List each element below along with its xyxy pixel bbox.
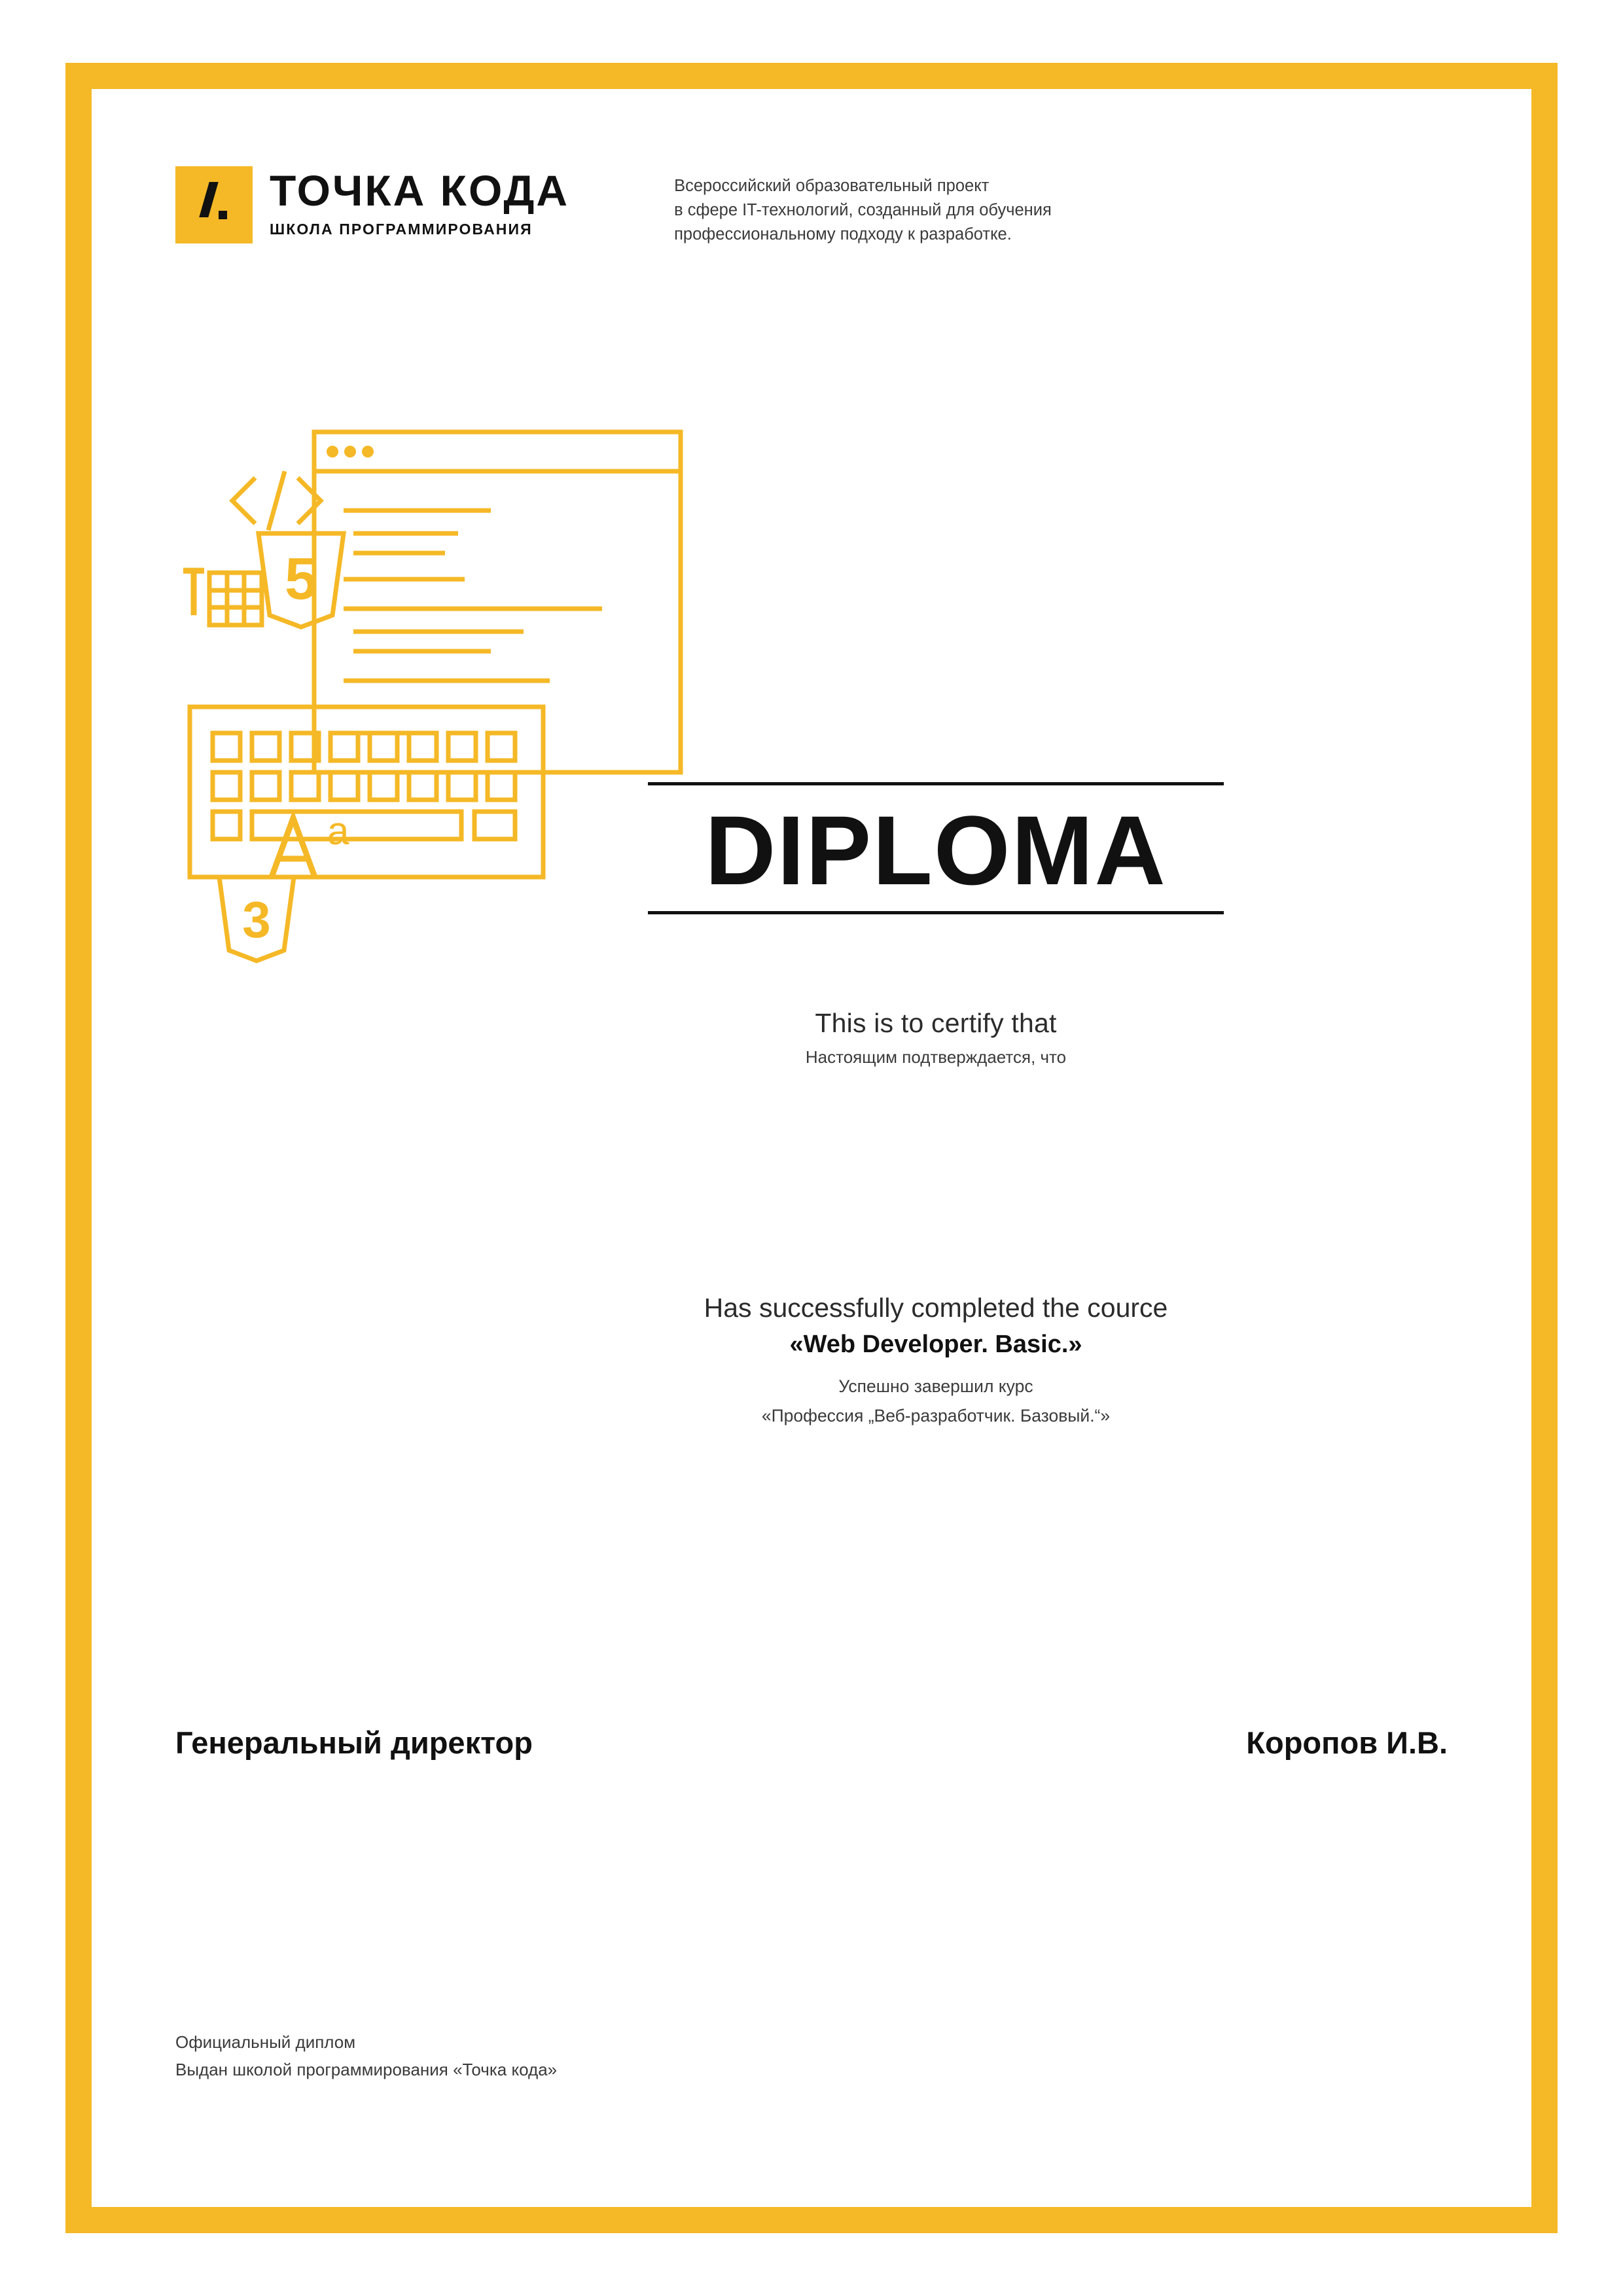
divider-top xyxy=(648,782,1224,785)
course-name-en: «Web Developer. Basic.» xyxy=(789,1331,1082,1358)
diploma-title-block xyxy=(628,782,1243,914)
slash-dot-logo-icon xyxy=(175,166,253,243)
header-description-line-1: Всероссийский образовательный проект xyxy=(674,177,990,195)
header xyxy=(175,165,1445,247)
course-name-ru: «Профессия „Веб-разработчик. Базовый.“» xyxy=(761,1406,1111,1426)
course-completion-en: Has successfully completed the cource xyxy=(704,1293,1168,1323)
svg-text:5: 5 xyxy=(284,547,318,612)
illustration xyxy=(183,419,916,1041)
certify-text-en: This is to certify that xyxy=(815,1008,1057,1038)
header-description xyxy=(674,165,1052,247)
signatory-title: Генеральный директор xyxy=(175,1725,533,1760)
signatory-name: Коропов И.В. xyxy=(1246,1725,1448,1760)
brand-subtitle: ШКОЛА ПРОГРАММИРОВАНИЯ xyxy=(270,221,533,238)
course-completion-ru: Успешно завершил курс xyxy=(838,1376,1033,1396)
brand-title: ТОЧКА КОДА xyxy=(270,166,570,215)
footer xyxy=(175,2029,557,2083)
footer-line-2: Выдан школой программирования «Точка кода» xyxy=(175,2059,558,2079)
svg-text:3: 3 xyxy=(242,891,271,948)
certify-text-ru: Настоящим подтверждается, что xyxy=(805,1047,1067,1067)
header-description-line-2: в сфере IT-технологий, созданный для обучения xyxy=(674,201,1052,220)
certificate-border xyxy=(65,63,1558,2233)
page-title: DIPLOMA xyxy=(705,795,1167,905)
recipient-name xyxy=(497,1152,1374,1191)
divider-bottom xyxy=(648,911,1224,914)
svg-text:a: a xyxy=(327,809,349,853)
header-description-line-3: профессиональному подходу к разработке. xyxy=(674,225,1012,244)
brand xyxy=(175,165,569,243)
footer-line-1: Официальный диплом xyxy=(175,2032,356,2052)
brand-text xyxy=(270,165,569,237)
